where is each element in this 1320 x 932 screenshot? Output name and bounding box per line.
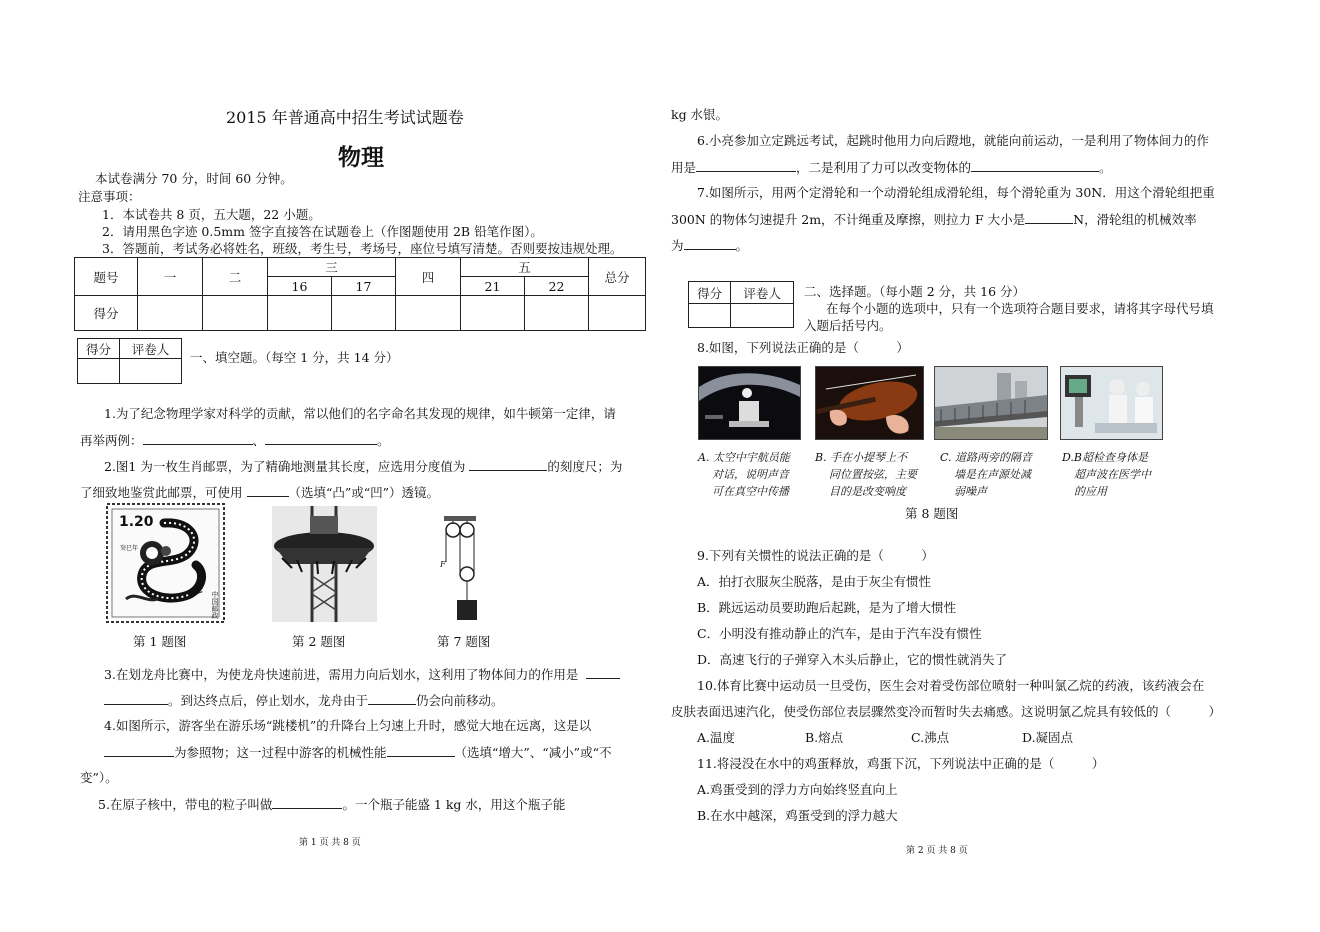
score-header: 二 xyxy=(203,258,268,296)
q6-blank-1[interactable] xyxy=(696,159,796,172)
q8-c-line: 弱噪声 xyxy=(954,485,987,498)
score-cell[interactable] xyxy=(332,296,396,331)
q3-blank-1b[interactable] xyxy=(104,692,168,705)
q3-blank-2[interactable] xyxy=(368,692,416,705)
q8-photo-ultrasound xyxy=(1060,366,1163,440)
q6-text-2: ，二是利用了力可以改变物体的 xyxy=(796,160,972,175)
grader-table-2 xyxy=(688,281,794,328)
drop-tower-figure xyxy=(272,506,377,622)
question-10-line2: 皮肤表面迅速汽化，使受伤部位表层骤然变冷而暂时失去痛感。这说明氯乙烷具有较低的（ ） xyxy=(671,704,1222,719)
question-3 xyxy=(104,666,620,683)
grader-score-cell[interactable] xyxy=(689,304,731,328)
q8-a-line: 可在真空中传播 xyxy=(712,485,789,498)
section-1-heading: 一、填空题。（每空 1 分，共 14 分） xyxy=(190,350,399,365)
q1-blank-1[interactable] xyxy=(143,432,253,445)
score-subheader: 16 xyxy=(268,277,332,296)
q2-text-2: 的刻度尺；为 xyxy=(547,459,623,474)
score-cell[interactable] xyxy=(203,296,268,331)
score-header: 三 xyxy=(268,258,396,277)
q4-blank-1[interactable] xyxy=(104,744,174,757)
q8-option-a xyxy=(698,449,790,500)
score-cell[interactable] xyxy=(396,296,461,331)
grader-score-label: 得分 xyxy=(78,339,120,359)
q7-text-3: 为 xyxy=(671,238,684,253)
score-header: 四 xyxy=(396,258,461,296)
q3-text-2: 。到达终点后，停止划水，龙舟由于 xyxy=(168,693,369,708)
question-1: 1.为了纪念物理学家对科学的贡献，常以他们的名字命名其发现的规律，如牛顿第一定律，请 xyxy=(104,406,616,421)
q8-a-line: A. 太空中宇航员能 xyxy=(698,451,790,464)
q8-photo-astronaut xyxy=(698,366,801,440)
question-2 xyxy=(104,458,622,475)
q1-end: 。 xyxy=(377,433,390,448)
q3-blank-1a[interactable] xyxy=(586,666,620,679)
exam-info: 本试卷满分 70 分，时间 60 分钟。 xyxy=(95,171,293,186)
question-7-line3 xyxy=(671,237,748,254)
q7-text-2: N，滑轮组的机械效率 xyxy=(1073,212,1197,227)
q7-text-4: 。 xyxy=(735,238,749,253)
score-table xyxy=(74,257,646,331)
q6-blank-2[interactable] xyxy=(971,159,1099,172)
note-item: 1．本试卷共 8 页，五大题，22 小题。 xyxy=(102,207,321,222)
stamp-value: 1.20 xyxy=(119,514,154,530)
question-3-line2 xyxy=(104,692,504,709)
q1-text: 再举两例： xyxy=(80,433,143,448)
grader-name-cell[interactable] xyxy=(119,359,181,384)
pulley-force-label: F xyxy=(440,560,446,569)
q9-option-b[interactable]: B．跳远运动员要助跑后起跳，是为了增大惯性 xyxy=(697,600,957,615)
score-subheader: 21 xyxy=(461,277,525,296)
q4-text-2: 为参照物；这一过程中游客的机械性能 xyxy=(174,745,387,760)
q10-option-b[interactable]: B.熔点 xyxy=(805,730,844,745)
pulley-image xyxy=(440,516,480,622)
q2-text: 2.图1 为一枚生肖邮票，为了精确地测量其长度，应选用分度值为 xyxy=(104,459,466,474)
grader-name-label: 评卷人 xyxy=(119,339,181,359)
question-8: 8.如图，下列说法正确的是（ ） xyxy=(697,340,909,355)
q4-blank-2[interactable] xyxy=(387,744,455,757)
pulley-figure xyxy=(440,516,480,622)
page-footer-right: 第 2 页 共 8 页 xyxy=(906,846,968,856)
question-5 xyxy=(98,796,565,813)
q8-c-line: C. 道路两旁的隔音 xyxy=(940,451,1033,464)
q11-option-a[interactable]: A.鸡蛋受到的浮力方向始终竖直向上 xyxy=(697,782,898,797)
drop-tower-image xyxy=(272,506,377,622)
question-11: 11.将浸没在水中的鸡蛋释放，鸡蛋下沉，下列说法中正确的是（ ） xyxy=(697,756,1105,771)
exam-title: 2015 年普通高中招生考试试题卷 xyxy=(226,108,464,127)
q1-blank-2[interactable] xyxy=(265,432,377,445)
q7-blank-2[interactable] xyxy=(684,237,736,250)
q2-blank-2[interactable] xyxy=(247,484,289,497)
q10-option-c[interactable]: C.沸点 xyxy=(911,730,950,745)
q3-text: 3.在划龙舟比赛中，为使龙舟快速前进，需用力向后划水，这利用了物体间力的作用是 xyxy=(104,667,579,682)
astronaut-image xyxy=(699,367,800,439)
grader-name-label: 评卷人 xyxy=(731,282,794,304)
score-header: 五 xyxy=(461,258,589,277)
q2-blank-1[interactable] xyxy=(469,458,547,471)
subject-title: 物理 xyxy=(338,145,384,171)
q9-option-c[interactable]: C．小明没有推动静止的汽车，是由于汽车没有惯性 xyxy=(697,626,982,641)
q2-text-3: 了细致地鉴赏此邮票，可使用 xyxy=(80,485,243,500)
stamp-year: 癸巳年 xyxy=(120,545,139,552)
section-2-description-2: 入题后括号内。 xyxy=(804,318,892,333)
score-subheader: 17 xyxy=(332,277,396,296)
q8-d-line: 超声波在医学中 xyxy=(1074,468,1151,481)
score-cell[interactable] xyxy=(138,296,203,331)
q8-option-c xyxy=(940,449,1032,500)
q8-figure-caption: 第 8 题图 xyxy=(905,506,959,521)
question-9: 9.下列有关惯性的说法正确的是（ ） xyxy=(697,548,934,563)
grader-score-cell[interactable] xyxy=(78,359,120,384)
q5-text: 5.在原子核中，带电的粒子叫做 xyxy=(98,797,273,812)
q8-b-line: 同位置按弦，主要 xyxy=(829,468,917,481)
page-footer-left: 第 1 页 共 8 页 xyxy=(299,838,361,848)
score-subheader: 22 xyxy=(525,277,589,296)
q8-c-line: 墙是在声源处减 xyxy=(954,468,1031,481)
stamp-figure xyxy=(106,503,225,623)
q2-text-4: （选填“凸”或“凹”）透镜。 xyxy=(288,485,440,500)
note-item: 2．请用黑色字迹 0.5mm 签字直接答在试题卷上（作图题使用 2B 铅笔作图）。 xyxy=(102,224,543,239)
violin-image xyxy=(816,367,923,439)
note-item: 3．答题前，考试务必将姓名，班级，考生号，考场号，座位号填写清楚。否则要按违规处理。 xyxy=(102,241,623,256)
grader-table xyxy=(77,338,182,384)
question-7: 7.如图所示，用两个定滑轮和一个动滑轮组成滑轮组，每个滑轮重为 30N．用这个滑轮组把重 xyxy=(697,185,1215,200)
q8-option-b xyxy=(815,449,917,500)
q6-text: 用是 xyxy=(671,160,697,175)
score-cell[interactable] xyxy=(268,296,332,331)
q10-option-d[interactable]: D.凝固点 xyxy=(1022,730,1074,745)
q7-text: 300N 的物体匀速提升 2m，不计绳重及摩擦，则拉力 F 大小是 xyxy=(671,212,1026,227)
q6-text-3: 。 xyxy=(1099,160,1112,175)
question-6-line2 xyxy=(671,159,1112,176)
q5-continuation: kg 水银。 xyxy=(671,107,729,122)
q4-text-3: （选填“增大”、“减小”或“不 xyxy=(454,745,612,760)
q8-photo-violin xyxy=(815,366,924,440)
question-4: 4.如图所示，游客坐在游乐场“跳楼机”的升降台上匀速上升时，感觉大地在远离，这是以 xyxy=(104,718,592,733)
grader-score-label: 得分 xyxy=(689,282,731,304)
question-4-line2 xyxy=(104,744,611,761)
q7-blank-1[interactable] xyxy=(1025,211,1073,224)
q1-sep: 、 xyxy=(252,433,266,448)
sound-barrier-image xyxy=(935,367,1047,439)
q8-photo-sound-barrier xyxy=(934,366,1048,440)
stamp-country: CHINA xyxy=(195,569,203,595)
q9-option-d[interactable]: D．高速飞行的子弹穿入木头后静止，它的惯性就消失了 xyxy=(697,652,1008,667)
section-2-heading: 二、选择题。（每小题 2 分，共 16 分） xyxy=(804,284,1026,299)
q8-a-line: 对话，说明声音 xyxy=(712,468,789,481)
figure-caption: 第 2 题图 xyxy=(292,634,346,649)
q9-option-a[interactable]: A．拍打衣服灰尘脱落，是由于灰尘有惯性 xyxy=(697,574,932,589)
q5-text-2: 。一个瓶子能盛 1 kg 水，用这个瓶子能 xyxy=(342,797,566,812)
score-header: 一 xyxy=(138,258,203,296)
score-header: 题号 xyxy=(75,258,138,296)
figure-caption: 第 1 题图 xyxy=(133,634,187,649)
question-6: 6.小亮参加立定跳远考试，起跳时他用力向后蹬地，就能向前运动，一是利用了物体间力的作 xyxy=(697,133,1209,148)
stamp-post: 中国邮政 xyxy=(211,591,219,619)
question-4-line3: 变”）。 xyxy=(80,770,118,785)
question-7-line2 xyxy=(671,211,1197,228)
q8-b-line: B. 手在小提琴上不 xyxy=(815,451,908,464)
q3-text-3: 仍会向前移动。 xyxy=(416,693,504,708)
score-cell[interactable] xyxy=(589,296,646,331)
q10-option-a[interactable]: A.温度 xyxy=(697,730,736,745)
section-2-description: 在每个小题的选项中，只有一个选项符合题目要求，请将其字母代号填 xyxy=(826,301,1214,316)
score-row-label: 得分 xyxy=(75,296,138,331)
q11-option-b[interactable]: B.在水中越深，鸡蛋受到的浮力越大 xyxy=(697,808,898,823)
figure-caption: 第 7 题图 xyxy=(437,634,491,649)
grader-name-cell[interactable] xyxy=(731,304,794,328)
question-10: 10.体育比赛中运动员一旦受伤，医生会对着受伤部位喷射一种叫氯乙烷的药液，该药液会在 xyxy=(697,678,1205,693)
q8-d-line: D.B超检查身体是 xyxy=(1062,451,1149,464)
question-2-line2 xyxy=(80,484,439,501)
ultrasound-image xyxy=(1061,367,1162,439)
score-cell[interactable] xyxy=(461,296,525,331)
q8-d-line: 的应用 xyxy=(1074,485,1107,498)
q8-b-line: 目的是改变响度 xyxy=(829,485,906,498)
q8-option-d xyxy=(1062,449,1151,500)
score-header: 总分 xyxy=(589,258,646,296)
question-1-line2 xyxy=(80,432,390,449)
q5-blank-1[interactable] xyxy=(272,796,342,809)
notes-header: 注意事项： xyxy=(78,189,141,204)
score-cell[interactable] xyxy=(525,296,589,331)
